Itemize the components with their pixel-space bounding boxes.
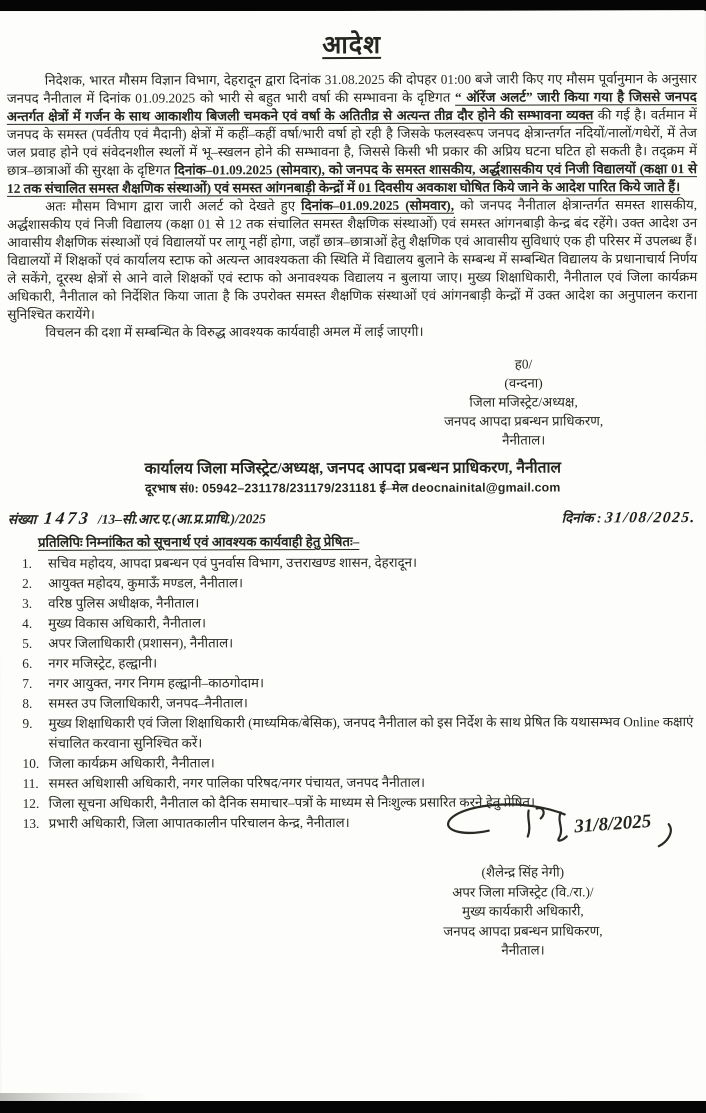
copy-item: 8. समस्त उप जिलाधिकारी, जनपद–नैनीताल। bbox=[22, 695, 248, 711]
document-page bbox=[0, 10, 706, 1102]
copy-list-heading: प्रतिलिपिः निम्नांकित को सूचनार्थ एवं आवश्यक कार्यवाही हेतु प्रेषितः– bbox=[37, 533, 360, 550]
scan-bottom-border bbox=[0, 1101, 706, 1113]
number-suffix: /13–सी.आर.ए.(आ.प्र.प्राधि.)/2025 bbox=[97, 511, 266, 527]
copy-item: 6. नगर मजिस्ट्रेट, हल्द्वानी। bbox=[22, 655, 158, 671]
reference-row bbox=[8, 506, 696, 529]
signatory-name: (शैलेन्द्र सिंह नेगी) bbox=[481, 864, 565, 880]
signatory-designation-2: मुख्य कार्यकारी अधिकारी, bbox=[462, 903, 584, 919]
scan-artifact bbox=[0, 1093, 150, 1101]
handwritten-signature bbox=[437, 796, 687, 855]
date-handwritten: 31/08/2025. bbox=[604, 509, 697, 527]
order-title: आदेश bbox=[322, 31, 382, 60]
copy-item: 12. जिला सूचना अधिकारी, नैनीताल को दैनिक समाचार–पत्रों के माध्यम से निःशुल्क प्रसारित करने हेतु प्रेषित। bbox=[22, 794, 536, 811]
office-letterhead: कार्यालय जिला मजिस्ट्रेट/अध्यक्ष, जनपद आपदा प्रबन्धन प्राधिकरण, नैनीताल bbox=[144, 459, 561, 478]
copy-item: 10. जिला कार्यक्रम अधिकारी, नैनीताल। bbox=[22, 755, 215, 771]
signatory-designation: जिला मजिस्ट्रेट/अध्यक्ष, bbox=[469, 394, 578, 410]
signatory-authority: जनपद आपदा प्रबन्धन प्राधिकरण, bbox=[443, 922, 603, 939]
copy-item: 4. मुख्य विकास अधिकारी, नैनीताल। bbox=[22, 615, 207, 631]
number-label: संख्या bbox=[7, 511, 37, 527]
signatory-place: नैनीताल। bbox=[501, 942, 545, 958]
copy-item: 11. समस्त अधिशासी अधिकारी, नगर पालिका परिषद/नगर पंचायत, जनपद नैनीताल। bbox=[22, 774, 426, 791]
date-label: दिनांक : bbox=[561, 510, 602, 526]
copy-item: 2. आयुक्त महोदय, कुमाऊँ मण्डल, नैनीताल। bbox=[22, 575, 243, 591]
order-paragraph-1: निदेशक, भारत मौसम विज्ञान विभाग, देहरादून द्वारा दिनांक 31.08.2025 की दोपहर 01:00 बजे जारी किए गए मौसम पूर्वानुमान के अनुसार जनपद नैनीताल में दिनांक 01.09.2025 को भारी से बहुत भारी वर्षा की सम्भावना के दृष्टिगत “ ऑरेंज अलर्ट” जारी किया गया है जिससे जनपद अन्तर्गत क्षेत्रों में गर्जन के साथ आकाशीय बिजली चमकने एवं वर्षा के अतितीव्र से अत्यन्त तीव्र दौर होने की सम्भावना व्यक्त की गई है। वर्तमान में जनपद के समस्त (पर्वतीय एवं मैदानी) क्षेत्रों में कहीं–कहीं वर्षा/भारी वर्षा हो रही है जिसके फलस्वरूप जनपद क्षेत्रान्तर्गत नदियों/नालों/गधेरों, में तेज जल प्रवाह होने एवं संवेदनशील स्थलों में भू–स्खलन होने की सम्भावना है, जिससे किसी भी प्रकार की अप्रिय घटना घटित हो सकती है। तद्क्रम में छात्र–छात्राओं की सुरक्षा के दृष्टिगत दिनांक–01.09.2025 (सोमवार), को जनपद के समस्त शासकीय, अर्द्धशासकीय एवं निजी विद्यालयों (कक्षा 01 से 12 तक संचालित समस्त शैक्षणिक संस्थाओं) एवं समस्त आंगनबाड़ी केन्द्रों में 01 दिवसीय अवकाश घोषित किये जाने के आदेश पारित किये जाते हैं। bbox=[6, 71, 698, 196]
copy-item: 9. मुख्य शिक्षाधिकारी एवं जिला शिक्षाधिकारी (माध्यमिक/बेसिक), जनपद नैनीताल को इस निर्देश के साथ प्रेषित कि यथासम्भव Online कक्षाएं संचालित करवाना सुनिश्चित करें। bbox=[22, 714, 694, 751]
signatory-block-bottom bbox=[373, 862, 673, 960]
number-handwritten: 1473 bbox=[42, 507, 92, 528]
signature-date: 31/8/2025 bbox=[573, 810, 652, 838]
signatory-name: (वन्दना) bbox=[504, 375, 543, 391]
letter-date bbox=[562, 508, 696, 527]
email-label: ई–मेल bbox=[379, 480, 409, 495]
phone-label: दूरभाष सं0: bbox=[145, 481, 199, 496]
sd-mark: ह0/ bbox=[514, 356, 533, 372]
copy-item: 13. प्रभारी अधिकारी, जिला आपातकालीन परिचालन केन्द्र, नैनीताल। bbox=[22, 815, 350, 831]
signatory-place: नैनीताल। bbox=[502, 432, 546, 448]
scan-top-border bbox=[0, 0, 706, 11]
signatory-block-top bbox=[373, 354, 673, 450]
copy-item: 5. अपर जिलाधिकारी (प्रशासन), नैनीताल। bbox=[22, 635, 234, 651]
copy-item: 3. वरिष्ठ पुलिस अधीक्षक, नैनीताल। bbox=[22, 595, 200, 611]
copy-list bbox=[8, 552, 699, 834]
email-address: deocnainital@gmail.com bbox=[411, 480, 561, 495]
order-paragraph-3: विचलन की दशा में सम्बन्धित के विरुद्ध आवश्यक कार्यवाही अमल में लाई जाएगी। bbox=[45, 323, 424, 340]
signatory-designation-1: अपर जिला मजिस्ट्रेट (वि./रा.)/ bbox=[452, 883, 594, 900]
office-contact-line bbox=[8, 478, 698, 498]
phone-numbers: 05942–231178/231179/231181 bbox=[202, 480, 377, 496]
copy-item: 1. सचिव महोदय, आपदा प्रबन्धन एवं पुनर्वास विभाग, उत्तराखण्ड शासन, देहरादून। bbox=[21, 554, 418, 571]
signatory-authority: जनपद आपदा प्रबन्धन प्राधिकरण, bbox=[444, 413, 604, 429]
copy-item: 7. नगर आयुक्त, नगर निगम हल्द्वानी–काठगोदाम। bbox=[22, 675, 265, 691]
letter-number bbox=[8, 507, 266, 529]
order-paragraph-2: अतः मौसम विभाग द्वारा जारी अलर्ट को देखते हुए दिनांक–01.09.2025 (सोमवार), को जनपद नैनीताल क्षेत्रान्तर्गत समस्त शासकीय, अर्द्धशासकीय एवं निजी विद्यालय (कक्षा 01 से 12 तक संचालित समस्त शैक्षणिक संस्थाओं) एवं समस्त आंगनबाड़ी केन्द्र बंद रहेंगे। उक्त आदेश उन आवासीय शैक्षणिक संस्थाओं एवं विद्यालयों पर लागू नहीं होगा, जहाँ छात्र–छात्राओं हेतु शैक्षणिक एवं आवासीय सुविधाएं एक ही परिसर में उपलब्ध हैं। विद्यालयों में शिक्षकों एवं कार्यालय स्टाफ को अत्यन्त आवश्यकता की स्थिति में विद्यालय बुलाने के सम्बन्ध में सम्बन्धित विद्यालय के प्रधानाचार्य निर्णय ले सकेंगे, दूरस्थ क्षेत्रों से आने वाले शिक्षकों एवं स्टाफ को अनावश्यक विद्यालय न बुलाया जाए। मुख्य शिक्षाधिकारी, नैनीताल एवं जिला कार्यक्रम अधिकारी, नैनीताल को निर्देशित किया जाता है कि उपरोक्त समस्त शैक्षणिक संस्थाओं एवं आंगनबाड़ी केन्द्रों में उक्त आदेश का अनुपालन कराना सुनिश्चित करायेंगे। bbox=[7, 197, 698, 322]
